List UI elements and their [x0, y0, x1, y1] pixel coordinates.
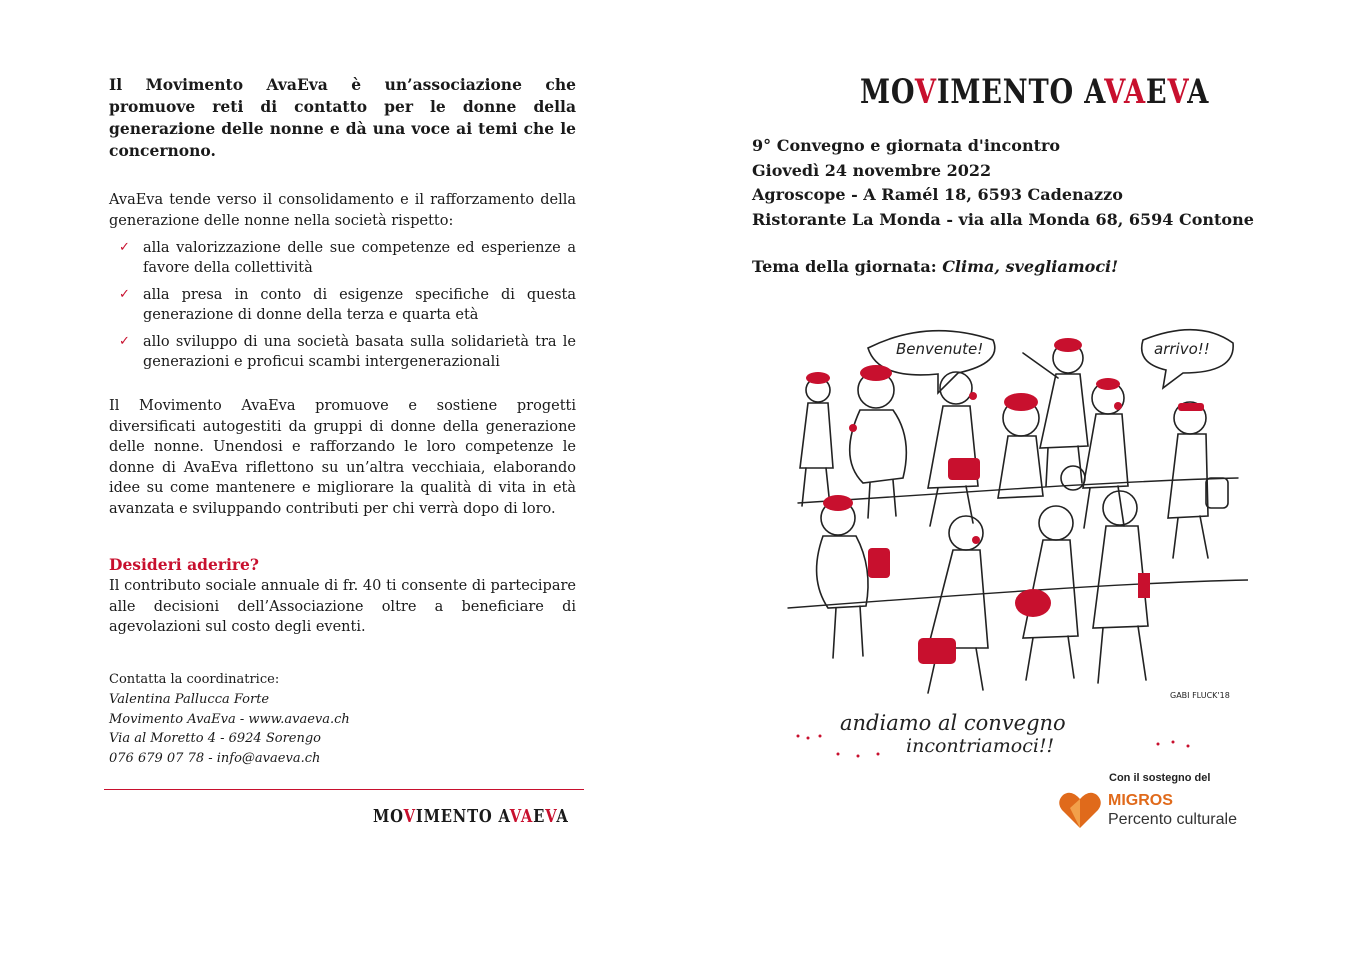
event-title: 9° Convegno e giornata d'incontro	[752, 136, 1061, 155]
theme-value: Clima, svegliamoci!	[942, 257, 1119, 276]
paragraph-consolidation: AvaEva tende verso il consolidamento e il rafforzamento della generazione delle nonne nella società rispetto:	[109, 192, 576, 229]
speech-bubble	[1142, 330, 1233, 388]
contact-block	[109, 670, 350, 769]
event-date: Giovedì 24 novembre 2022	[752, 160, 992, 180]
paragraph-membership: Il contributo sociale annuale di fr. 40 ti consente di partecipare alle decisioni dell’Associazione oltre a beneficiare di agevolazioni sul costo degli eventi.	[109, 578, 576, 635]
checkmark-icon: ✓	[119, 334, 130, 349]
caption-2: incontriamoci!!	[906, 735, 1055, 757]
join-heading: Desideri aderire?	[109, 555, 259, 574]
logo-small: MOVIMENTO AVAEVA	[373, 806, 569, 827]
checkmark-icon: ✓	[119, 240, 130, 255]
list-item: ✓ alla presa in conto di esigenze specifiche di questa generazione di donne della terza e quarta età	[119, 287, 576, 323]
contact-label: Contatta la coordinatrice:	[109, 672, 280, 687]
event-details	[752, 134, 1254, 232]
list-item: ✓ alla valorizzazione delle sue competenze ed esperienze a favore della collettività	[119, 240, 576, 276]
paragraph-projects: Il Movimento AvaEva promuove e sostiene progetti diversificati autogestiti da gruppi di donne della generazione delle nonne. Unendosi e rafforzando le loro competenze le donne di AvaEva riflettono su un’altra vecchiaia, elaborando idee su come mantenere e migliorare la qualità di vita in età avanzata e sviluppando contributi per chi verrà dopo di loro.	[109, 398, 576, 517]
signature: GABI FLUCK'18	[1170, 691, 1230, 700]
theme-line: Tema della giornata: Clima, svegliamoci!	[752, 257, 1119, 276]
contact-org[interactable]: Movimento AvaEva - www.avaeva.ch	[109, 711, 350, 727]
illustration-women-walking	[778, 318, 1248, 766]
checkmark-icon: ✓	[119, 287, 130, 302]
sponsor-subbrand: Percento culturale	[1108, 811, 1237, 828]
bullet-list	[109, 238, 576, 372]
list-item: ✓ allo sviluppo di una società basata sulla solidarietà tra le generazioni e proficui scambi intergenerazionali	[119, 334, 576, 370]
sponsor-brand: MIGROS	[1108, 792, 1173, 809]
heart-icon	[1058, 790, 1102, 830]
caption-1: andiamo al convegno	[840, 711, 1066, 735]
bubble-text: arrivo!!	[1154, 340, 1210, 358]
sponsor-label: Con il sostegno del	[1109, 772, 1211, 784]
bubble-text: Benvenute!	[896, 340, 984, 358]
sponsor-logo	[1058, 790, 1258, 832]
event-venue-2: Ristorante La Monda - via alla Monda 68, 6594 Contone	[752, 209, 1254, 229]
left-column	[109, 74, 576, 638]
contact-name: Valentina Pallucca Forte	[109, 691, 270, 707]
intro-text: Il Movimento AvaEva è un’associazione che promuove reti di contatto per le donne della generazione delle nonne e dà una voce ai temi che le concernono.	[109, 75, 576, 160]
logo-main: MOVIMENTO AVAEVA	[860, 72, 1210, 112]
contact-address: Via al Moretto 4 - 6924 Sorengo	[109, 731, 321, 747]
event-venue-1: Agroscope - A Ramél 18, 6593 Cadenazzo	[752, 185, 1123, 204]
divider	[104, 789, 584, 790]
contact-phone[interactable]: 076 679 07 78 - info@avaeva.ch	[109, 751, 321, 767]
